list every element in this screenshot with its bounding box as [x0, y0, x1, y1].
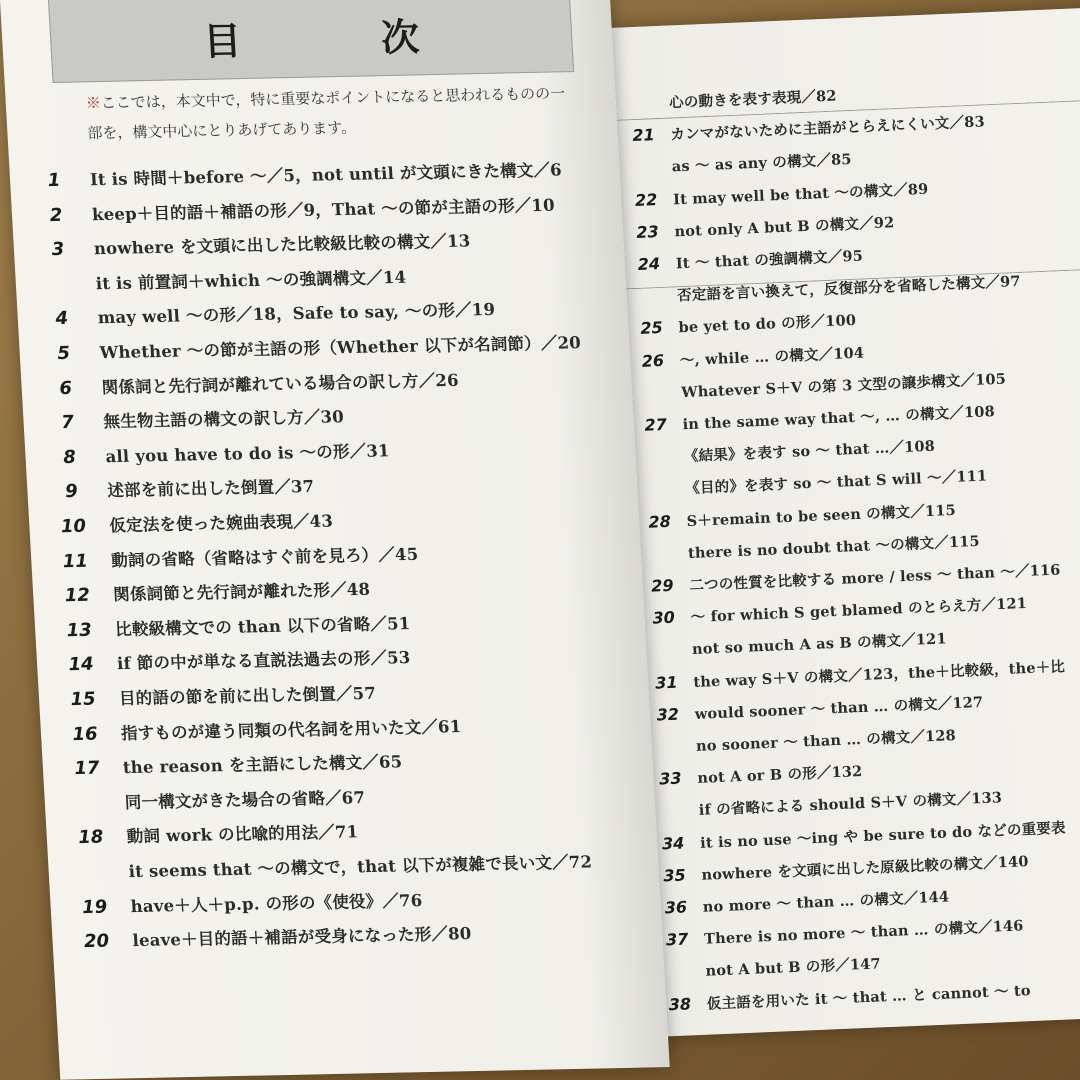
toc-entry: [646, 628, 947, 662]
toc-entry: [64, 748, 403, 779]
entry-text: Whatever S＋V の第 3 文型の譲歩構文／105: [680, 370, 1007, 402]
entry-number: 26: [641, 350, 665, 371]
entry-number: 6: [58, 377, 73, 399]
entry-number: 18: [77, 827, 104, 849]
entry-text: no sooner ～ than … の構文／128: [695, 727, 957, 755]
entry-number: 38: [668, 993, 692, 1014]
toc-entry: [635, 367, 1007, 404]
toc-entry: [41, 329, 581, 364]
entry-number: 12: [64, 584, 91, 607]
toc-entry: [58, 644, 411, 675]
entry-number: 17: [73, 757, 101, 780]
toc-entry: [644, 592, 1027, 629]
entry-number: 27: [644, 414, 668, 435]
entry-text: no more ～ than … の構文／144: [702, 888, 950, 916]
entry-text: leave＋目的語＋補語が受身になった形／80: [132, 924, 472, 951]
entry-number: [650, 751, 688, 753]
entry-number: [640, 494, 678, 496]
entry-text: in the same way that ～, … の構文／108: [682, 403, 996, 434]
toc-entry: [35, 228, 471, 261]
toc-entry: [656, 885, 949, 918]
entry-text: 関係詞節と先行詞が離れた形／48: [112, 579, 371, 605]
entry-number: 8: [62, 446, 77, 468]
note-mark: ※: [85, 93, 102, 113]
entry-number: 35: [662, 865, 687, 886]
toc-entry: [638, 435, 936, 468]
entry-number: 33: [658, 768, 682, 789]
toc-entry: [51, 508, 334, 538]
entry-text: all you have to do is ～の形／31: [104, 441, 391, 467]
entry-text: nowhere を文頭に出した比較級比較の構文／13: [93, 231, 471, 259]
toc-entry: [74, 920, 472, 952]
entry-text: not only A but B の構文／92: [674, 213, 895, 241]
entry-text: It ～ that の強調構文／95: [675, 247, 864, 273]
entry-text: as ～ as any の構文／85: [671, 151, 852, 176]
toc-entry: [654, 816, 1066, 854]
entry-text: 比較級構文での than 以下の省略／51: [114, 613, 411, 639]
entry-number: [646, 655, 684, 657]
entry-text: There is no more ～ than … の構文／146: [703, 917, 1024, 948]
entry-text: if 節の中が単なる直説法過去の形／53: [116, 648, 411, 674]
toc-entry: [651, 760, 863, 790]
entry-number: 30: [652, 607, 676, 628]
entry-text: not A or B の形／132: [697, 763, 863, 788]
entry-text: 無生物主語の構文の訳し方／30: [103, 407, 345, 432]
entry-number: [626, 172, 664, 174]
entry-text: would sooner ～ than … の構文／127: [694, 693, 984, 723]
toc-entry: [639, 465, 988, 501]
entry-text: it seems that ～の構文で，that 以下が複雑で長い文／72: [128, 852, 593, 882]
entry-number: 34: [661, 833, 685, 854]
toc-entry: [655, 850, 1029, 887]
toc-entry: [31, 156, 562, 191]
entry-text: 心の動きを表す表現／82: [668, 87, 837, 112]
entry-number: 19: [81, 896, 108, 918]
entry-text: 《結果》を表す so ～ that …／108: [683, 437, 936, 466]
entry-number: 11: [62, 550, 89, 572]
toc-entry: [70, 848, 593, 883]
toc-entry: [636, 400, 995, 436]
entry-text: it is no use ～ing や be sure to do などの重要表: [699, 819, 1067, 852]
toc-entry: [660, 979, 1031, 1015]
entry-number: 36: [664, 897, 688, 918]
entry-number: 20: [83, 930, 110, 953]
entry-number: 24: [637, 254, 661, 274]
entry-text: 否定語を言い換えて，反復部分を省略した構文／97: [676, 273, 1021, 305]
toc-entry: [633, 341, 864, 372]
entry-text: 二つの性質を比較する more / less ～ than ～／116: [689, 561, 1061, 595]
toc-entry: [39, 296, 496, 330]
entry-number: [38, 289, 82, 290]
entry-number: 22: [634, 189, 658, 210]
toc-entry: [647, 655, 1065, 693]
entry-number: 31: [654, 672, 678, 693]
toc-entry: [60, 680, 376, 711]
toc-entry: [55, 576, 371, 607]
toc-entry: [623, 84, 837, 114]
toc-entry: [33, 191, 555, 226]
entry-number: 1: [47, 169, 61, 192]
toc-entry: [640, 498, 956, 532]
title-band: [48, 0, 574, 83]
entry-text: 指すものが違う同類の代名詞を用いた文／61: [120, 716, 462, 743]
entry-text: 仮定法を使った婉曲表現／43: [108, 511, 334, 536]
entry-text: the way S＋V の構文／123，the＋比較級，the＋比: [693, 658, 1066, 691]
entry-text: 仮主語を用いた it ～ that … と cannot ～ to: [706, 981, 1032, 1013]
entry-text: 動詞 work の比喩的用法／71: [126, 822, 359, 847]
entry-text: 《目的》を表す so ～ that S will ～／111: [684, 467, 988, 498]
entry-number: 29: [650, 575, 674, 596]
toc-entry: [53, 540, 419, 572]
entry-text: nowhere を文頭に出した原級比較の構文／140: [701, 852, 1029, 884]
entry-text: Whether ～の節が主語の形（Whether 以下が名詞節）／20: [99, 333, 582, 363]
entry-number: 3: [51, 239, 65, 261]
entry-text: be yet to do の形／100: [678, 312, 857, 337]
entry-number: 9: [64, 481, 79, 503]
entry-number: 14: [68, 654, 95, 676]
entry-number: [642, 558, 680, 560]
entry-text: may well ～の形／18，Safe to say, ～の形／19: [97, 300, 496, 328]
intro-note: [85, 78, 588, 148]
entry-number: 37: [665, 929, 689, 950]
entry-number: 7: [60, 412, 75, 434]
toc-entry: [659, 953, 881, 983]
entry-number: 28: [648, 511, 672, 532]
entry-text: ～, while … の構文／104: [679, 344, 865, 369]
entry-number: 25: [640, 318, 664, 339]
entry-number: 21: [631, 125, 655, 146]
note-line-1: ここでは，本文中で，特に重要なポイントになると思われるものの一: [100, 84, 566, 112]
toc-entry: [642, 530, 981, 565]
entry-number: 13: [66, 619, 93, 641]
toc-entry: [37, 264, 407, 296]
toc-entry: [648, 691, 983, 726]
entry-text: It may well be that ～の構文／89: [672, 180, 929, 208]
entry-text: 動詞の省略（省略はすぐ前を見ろ）／45: [110, 544, 419, 570]
toc-entry: [72, 887, 423, 918]
title-char-1: 目: [202, 18, 243, 64]
toc-entry: [652, 787, 1002, 823]
entry-number: 23: [635, 221, 660, 242]
entry-number: 4: [54, 308, 69, 330]
entry-number: [636, 397, 674, 399]
entry-text: have＋人＋p.p. の形の《使役》／76: [130, 890, 423, 916]
entry-number: [623, 108, 661, 110]
entry-text: there is no doubt that ～の構文／115: [687, 532, 981, 562]
entry-text: カンマがないために主語がとらえにくい文／83: [670, 113, 986, 144]
title-char-2: 次: [379, 14, 421, 60]
entry-number: [638, 462, 676, 464]
entry-text: not A but B の形／147: [705, 955, 882, 981]
entry-number: 15: [69, 688, 97, 711]
entry-text: keep＋目的語＋補語の形／9，That ～の節が主語の形／10: [91, 195, 556, 224]
entry-number: 2: [49, 204, 63, 226]
entry-text: 述部を前に出した倒置／37: [106, 477, 315, 501]
entry-number: [653, 816, 691, 818]
entry-text: 目的語の節を前に出した倒置／57: [118, 683, 377, 709]
entry-text: 関係詞と先行詞が離れている場合の訳し方／26: [101, 370, 460, 397]
toc-entry: [658, 915, 1024, 951]
entry-text: the reason を主語にした構文／65: [122, 752, 403, 778]
entry-number: [660, 976, 698, 978]
toc-entry: [650, 724, 957, 758]
toc-entry: [632, 309, 856, 339]
note-line-2: 部を，構文中心にとりあげてあります。: [86, 118, 357, 143]
toc-entry: [47, 437, 390, 468]
entry-number: 32: [656, 704, 680, 725]
toc-entry: [49, 473, 315, 503]
toc-entry: [43, 366, 459, 399]
toc-entry: [56, 610, 410, 641]
entry-text: S＋remain to be seen の構文／115: [686, 501, 957, 530]
entry-number: 5: [56, 342, 71, 365]
entry-text: not so much A as B の構文／121: [691, 630, 948, 659]
toc-entry: [68, 819, 359, 849]
toc-entry: [62, 713, 462, 745]
entry-text: It is 時間＋before ～／5，not until が文頭にきた構文／6: [89, 160, 563, 190]
entry-number: 16: [71, 723, 99, 745]
entry-number: [67, 808, 111, 809]
entry-text: if の省略による should S＋V の構文／133: [698, 789, 1003, 820]
entry-text: 同一構文がきた場合の省略／67: [124, 787, 366, 812]
entry-number: [631, 301, 669, 303]
entry-number: 10: [60, 515, 87, 538]
toc-entry: [45, 403, 345, 433]
toc-entry: [66, 784, 366, 814]
entry-number: [71, 877, 115, 878]
entry-text: it is 前置詞＋which ～の強調構文／14: [95, 267, 407, 294]
toc-entry: [643, 559, 1061, 597]
entry-text: ～ for which S get blamed のとらえ方／121: [690, 595, 1028, 627]
